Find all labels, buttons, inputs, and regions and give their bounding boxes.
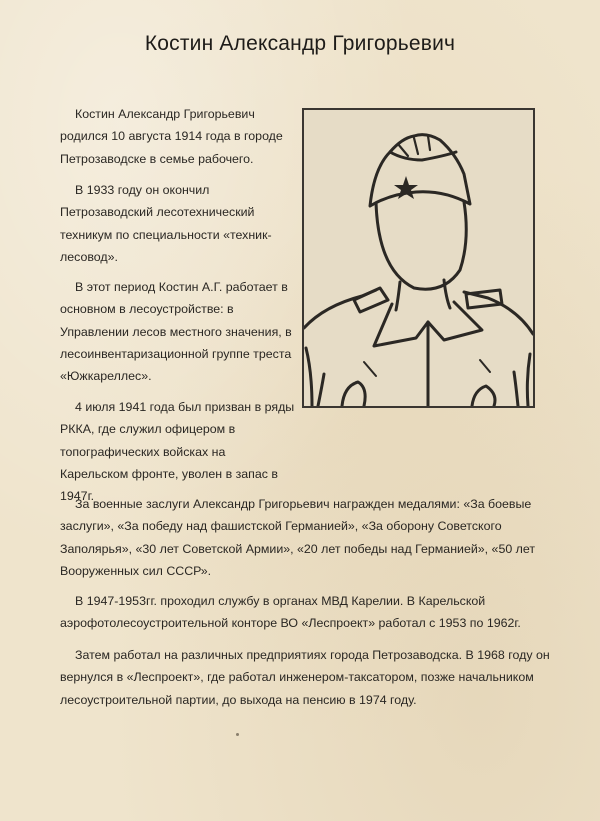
- paragraph-education: В 1933 году он окончил Петрозаводский лесотехнический техникум по специальности «техник-лесовод».: [60, 183, 272, 264]
- paragraph-military-service: 4 июля 1941 года был призван в ряды РККА, где служил офицером в топографических войсках на Карельском фронте, уволен в запас в 1947г.: [60, 400, 295, 504]
- paragraph-postwar-service: В 1947-1953гг. проходил службу в органах МВД Карелии. В Карельской аэрофотолесоустроительной конторе ВО «Леспроект» работал с 1953 по 1962г.: [60, 594, 521, 631]
- right-shoulder: [464, 292, 533, 334]
- paragraph-awards: За военные заслуги Александр Григорьевич награжден медалями: «За боевые заслуги», «За победу над фашистской Германией», «За оборону Советского Заполярья», «30 лет Советской Армии», «20 лет победы над Германией», «50 лет Вооруженных сил СССР».: [60, 497, 536, 578]
- page-title: Костин Александр Григорьевич: [144, 32, 456, 55]
- portrait-frame: [302, 108, 535, 408]
- soldier-portrait-illustration: [304, 110, 533, 406]
- face-outline: [376, 202, 466, 289]
- paragraph-early-career: В этот период Костин А.Г. работает в основном в лесоустройстве: в Управлении лесов местного значения, в лесоинвентаризационной группе треста «Южкареллес».: [60, 280, 292, 384]
- right-pocket: [472, 386, 495, 406]
- right-arm-contour: [514, 354, 530, 406]
- paragraph-later-career: Затем работал на различных предприятиях города Петрозаводска. В 1968 году он вернулся в «Леспроект», где работал инженером-таксатором, позже начальником лесоустроительной партии, до выхода на пенсию в 1974 году.: [60, 648, 550, 707]
- left-epaulette: [354, 288, 388, 312]
- left-arm-contour: [306, 348, 324, 406]
- left-pocket: [342, 382, 365, 406]
- decorative-dot: [236, 733, 239, 736]
- garrison-cap: [370, 135, 470, 206]
- paragraph-birth: Костин Александр Григорьевич родился 10 августа 1914 года в городе Петрозаводске в семье рабочего.: [60, 107, 283, 166]
- right-epaulette: [466, 290, 502, 308]
